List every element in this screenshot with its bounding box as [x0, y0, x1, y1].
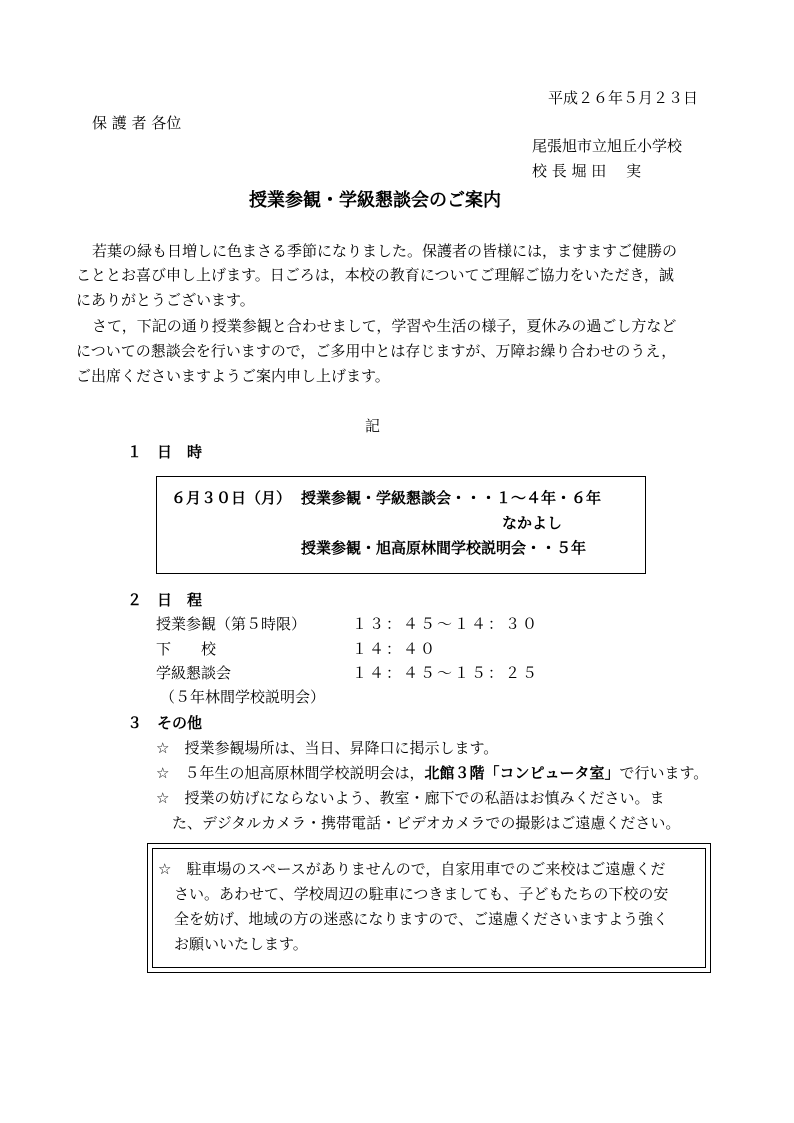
page-title: 授業参観・学級懇談会のご案内 [249, 190, 501, 211]
event-line: 授業参観・旭高原林間学校説明会・・５年 [301, 539, 587, 557]
schedule-time: １４：４５～１５：２５ [352, 664, 540, 682]
other-item-text: で行います。 [619, 764, 709, 782]
datetime-box [156, 476, 646, 574]
event-date: ６月３０日（月） [171, 489, 292, 507]
paragraph-line: ご出席くださいますようご案内申し上げます。 [76, 367, 390, 385]
principal-name: 校 長 堀 田 実 [532, 162, 642, 180]
event-line: なかよし [502, 514, 563, 532]
section-heading-other: ３ その他 [127, 714, 203, 732]
addressee: 保 護 者 各位 [92, 114, 182, 132]
other-item-continued: た、デジタルカメラ・携帯電話・ビデオカメラでの撮影はご遠慮ください。 [172, 814, 681, 832]
school-name: 尾張旭市立旭丘小学校 [532, 137, 683, 155]
paragraph-line: についての懇談会を行いますので，ご多用中とは存じますが、万障お繰り合わせのうえ， [76, 342, 677, 360]
schedule-label: 下 校 [156, 640, 217, 658]
notice-line: さい。あわせて、学校周辺の駐車につきましても、子どもたちの下校の安 [174, 885, 669, 903]
ki-marker: 記 [365, 417, 381, 435]
parking-notice-box [147, 843, 711, 973]
letter-date: 平成２６年５月２３日 [548, 89, 699, 107]
paragraph-line: さて，下記の通り授業参観と合わせまして，学習や生活の様子，夏休みの過ごし方など [92, 317, 677, 335]
paragraph-line: 若葉の緑も日増しに色まさる季節になりました。保護者の皆様には，ますますご健勝の [92, 242, 678, 260]
room-name: 北館３階「コンピュータ室」 [424, 764, 620, 782]
section-heading-datetime: １ 日 時 [127, 443, 203, 461]
schedule-time: １３：４５～１４：３０ [352, 615, 540, 633]
schedule-label: 授業参観（第５時限） [156, 615, 307, 633]
paragraph-line: こととお喜び申し上げます。日ごろは，本校の教育についてご理解ご協力をいただき，誠 [76, 266, 674, 284]
notice-line: お願いいたします。 [174, 935, 308, 953]
notice-line: 全を妨げ、地域の方の迷惑になりますので、ご遠慮くださいますよう強く [174, 910, 669, 928]
other-item: ☆ 授業の妨げにならないよう、教室・廊下での私語はお慎みください。ま [156, 789, 665, 807]
section-heading-schedule: ２ 日 程 [127, 591, 203, 609]
other-item: ☆ 授業参観場所は、当日、昇降口に掲示します。 [156, 739, 499, 757]
schedule-note: （５年林間学校説明会） [160, 688, 326, 706]
paragraph-line: にありがとうございます。 [76, 291, 255, 309]
schedule-label: 学級懇談会 [156, 664, 232, 682]
notice-line: ☆ 駐車場のスペースがありませんので，自家用車でのご来校はご遠慮くだ [158, 860, 666, 878]
other-item [156, 764, 708, 784]
event-line: 授業参観・学級懇談会・・・１～４年・６年 [301, 489, 602, 507]
schedule-time: １４：４０ [352, 640, 438, 658]
other-item-text: ☆ ５年生の旭高原林間学校説明会は， [156, 764, 425, 782]
